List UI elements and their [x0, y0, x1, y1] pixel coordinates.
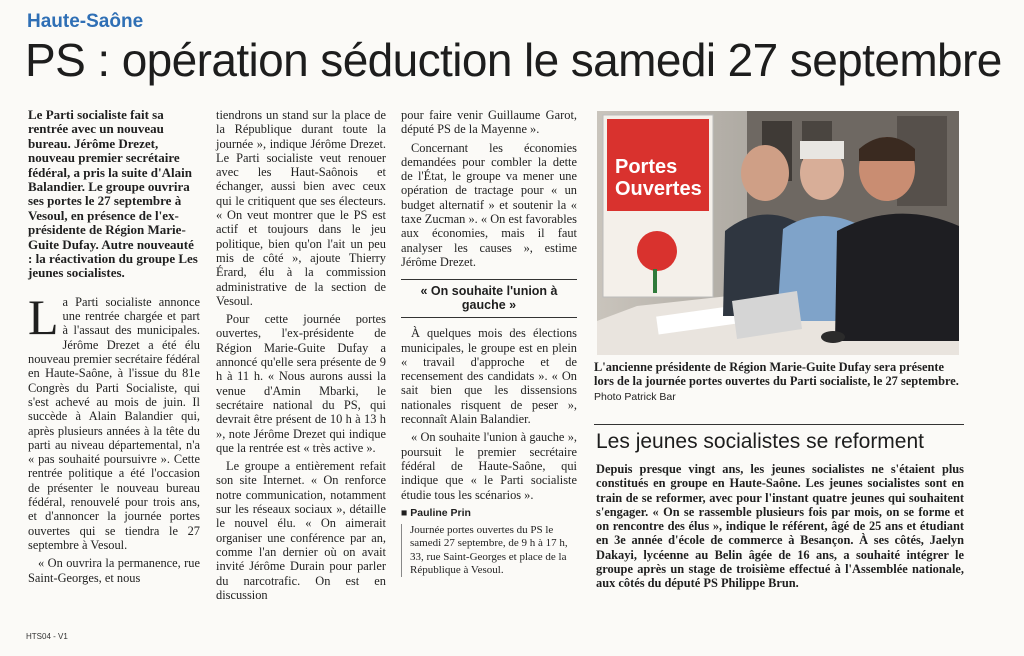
- intertitle: « On souhaite l'union à gauche »: [420, 284, 558, 313]
- secondary-article-body: Depuis presque vingt ans, les jeunes socialistes ne s'étaient plus constitués en groupe en Haute-Saône. Les jeunes socialistes sont en train de se reformer, avec pour l'instant quatre jeunes qui souhaitent s'engager. « On se rassemble plusieurs fois par mois, on se forme et on rencontre des élus », indique le référent, âgé de 25 ans et étudiant en 3e année d'école de commerce à Besançon. À ses côtés, Jaelyn Dakayi, lycéenne au Belin âgée de 16 ans, a souhaité intégrer le groupe après un stage de troisième effectué à l'Assemblée nationale, aux côtés du député PS Philippe Brun.: [596, 462, 964, 591]
- body-paragraph: Le groupe a entièrement refait son site Internet. « On renforce notre communication, notamment sur les réseaux sociaux », détaille le nouvel élu. « On aimerait organiser une conférence par an, comme l'an dernier où on avait invité Jérôme Durain pour parler du narcotrafic. On est en discussion: [216, 459, 386, 602]
- poster-text-1: Portes: [615, 156, 678, 178]
- rose-icon: [637, 231, 677, 271]
- secondary-headline: Les jeunes socialistes se reforment: [596, 430, 924, 453]
- practical-info-box: Journée portes ouvertes du PS le samedi 27 septembre, de 9 h à 17 h, 33, rue Saint-Georges et place de la République à Vesoul.: [401, 524, 577, 577]
- body-paragraph: Concernant les économies demandées pour combler la dette de l'État, le groupe va mener une opération de tractage pour « un budget alternatif » et soutenir la « taxe Zucman ». « On est favorables aux économies, mais il faut analyser les causes », estime Jérôme Drezet.: [401, 140, 577, 269]
- drop-cap: L: [28, 288, 59, 345]
- news-photo: [597, 111, 959, 355]
- body-paragraph: « On ouvrira la permanence, rue Saint-Georges, et nous: [28, 556, 200, 585]
- body-paragraph: Pour cette journée portes ouvertes, l'ex-présidente de Région Marie-Guite Dufay a annoncé qu'elle sera présente de 9 h à 11 h. « Nous aurons aussi la venue d'Amin Mbarki, le secrétaire national du PS, qui devrait être présent de 10 h à 13 h », note Jérôme Drezet qui indique que la rentrée est « très active ».: [216, 312, 386, 455]
- section-divider: [594, 424, 964, 425]
- page-footer: HTS04 - V1: [26, 632, 68, 641]
- body-paragraph: À quelques mois des élections municipales, le groupe est en plein « travail d'approche et de recensement des candidats ». « On sait bien que les dissensions nationales risquent de peser », reconnaît Alain Balandier.: [401, 326, 577, 427]
- chapeau: Le Parti socialiste fait sa rentrée avec un nouveau bureau. Jérôme Drezet, nouveau premier secrétaire fédéral, a pris la suite d'Alain Balandier. Le groupe ouvrira ses portes le 27 septembre à Vesoul, en présence de l'ex-présidente de Région Marie-Guite Dufay. Autre nouveauté : la réactivation du groupe Les jeunes socialistes.: [28, 107, 198, 281]
- author-byline: ■ Pauline Prin: [401, 506, 471, 519]
- photo-illustration: [597, 111, 959, 355]
- body-paragraph: La Parti socialiste annonce une rentrée chargée et part à l'assaut des municipales. Jérôme Drezet a été élu nouveau premier secrétaire fédéral en Haute-Saône, à l'issue du 81e Congrès du Parti Socialiste, qui s'est achevé au mois de juin. Il succède à Alain Balandier qui, après plusieurs années à la tête du parti au niveau départemental, n'a « pas souhaité poursuivre ». Cette rentrée politique a été l'occasion de présenter le nouveau bureau fédéral, renouvelé pour trois ans, et d'annoncer la journée portes ouvertes qui se tiendra le 27 septembre à Vesoul.: [28, 288, 200, 552]
- poster-text-2: Ouvertes: [615, 178, 702, 200]
- headline: PS : opération séduction le samedi 27 septembre: [25, 34, 1002, 86]
- article-column-1: [28, 108, 200, 589]
- body-paragraph: tiendrons un stand sur la place de la République durant toute la journée », indique Jérôme Drezet. Le Parti socialiste veut renouer avec les Haut-Saônois et échanger, aussi bien avec ceux qui le critiquent que ses électeurs. « On veut montrer que le PS est actif et toujours dans le jeu politique, bien qu'on l'ait un peu mis de côté », ajoute Thierry Érard, élu à la commission administrative de la section de Vesoul.: [216, 108, 386, 308]
- article-column-2: [216, 108, 386, 606]
- photo-credit: Photo Patrick Bar: [594, 390, 676, 403]
- body-paragraph: « On souhaite l'union à gauche », poursuit le premier secrétaire fédéral de Haute-Saône, qui indique que « le Parti socialiste étudie tous les scénarios ».: [401, 430, 577, 502]
- photo-caption: L'ancienne présidente de Région Marie-Guite Dufay sera présente lors de la journée portes ouvertes du Parti socialiste, le 27 septembre. Photo Patrick Bar: [594, 360, 959, 403]
- body-paragraph: pour faire venir Guillaume Garot, député PS de la Mayenne ».: [401, 108, 577, 137]
- intertitle-box: [401, 279, 577, 318]
- rubric: Haute-Saône: [27, 11, 144, 32]
- article-column-3: [401, 108, 577, 577]
